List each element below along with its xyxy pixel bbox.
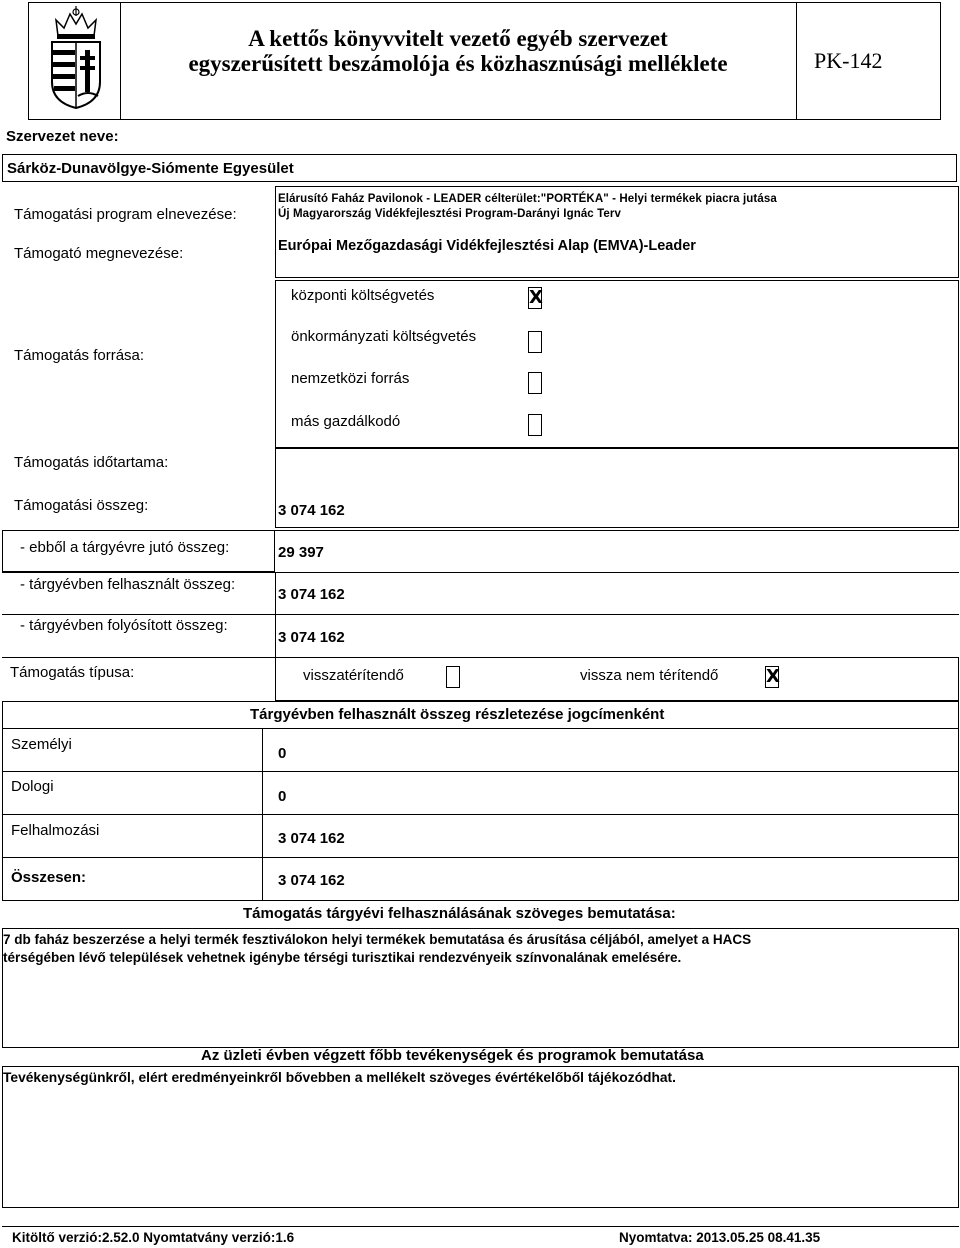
nonrefundable-checkbox[interactable]: X xyxy=(766,666,780,687)
source-option-label: önkormányzati költségvetés xyxy=(291,328,477,345)
activities-textarea xyxy=(2,1066,959,1208)
program-value-line1: Elárusító Faház Pavilonok - LEADER célterület:"PORTÉKA" - Helyi termékek piacra jutása xyxy=(278,193,777,205)
nonrefundable-label: vissza nem térítendő xyxy=(580,667,719,684)
total-amount-label: Támogatási összeg: xyxy=(14,497,149,514)
breakdown-frame xyxy=(2,701,959,901)
form-title xyxy=(122,26,794,76)
rule xyxy=(262,728,263,901)
program-label: Támogatási program elnevezése: xyxy=(14,206,237,223)
year-amount-value: 29 397 xyxy=(278,544,324,561)
breakdown-row-label: Dologi xyxy=(11,778,54,795)
source-option-label: nemzetközi forrás xyxy=(291,370,410,387)
refundable-label: visszatérítendő xyxy=(303,667,404,684)
total-amount-value: 3 074 162 xyxy=(278,502,345,519)
refundable-checkbox[interactable] xyxy=(446,666,460,688)
used-amount-label: - tárgyévben felhasznált összeg: xyxy=(20,576,236,593)
paid-amount-label: - tárgyévben folyósított összeg: xyxy=(20,617,228,634)
duration-label: Támogatás időtartama: xyxy=(14,454,169,471)
source-checkbox-international[interactable] xyxy=(528,372,542,394)
rule xyxy=(2,728,959,729)
activities-heading: Az üzleti évben végzett főbb tevékenységek és programok bemutatása xyxy=(201,1047,704,1064)
org-name-label: Szervezet neve: xyxy=(6,128,119,145)
rule xyxy=(2,614,959,615)
supporter-label: Támogató megnevezése: xyxy=(14,245,184,262)
breakdown-row-value: 0 xyxy=(278,745,287,762)
footer-version: Kitöltő verzió:2.52.0 Nyomtatvány verzió:1.6 xyxy=(12,1230,295,1245)
usage-text-line2: térségében lévő települések vehetnek igénybe térségi turisztikai rendezvényeik színvonalának emelésére. xyxy=(3,950,682,965)
org-name-value: Sárköz-Dunavölgye-Siómente Egyesület xyxy=(7,160,294,177)
breakdown-row-value: 3 074 162 xyxy=(278,830,345,847)
type-label: Támogatás típusa: xyxy=(10,664,135,681)
usage-text-line1: 7 db faház beszerzése a helyi termék fesztiválokon helyi termékek bemutatása és árusítása céljából, amelyet a HACS xyxy=(3,932,752,947)
usage-heading: Támogatás tárgyévi felhasználásának szöveges bemutatása: xyxy=(243,905,676,922)
rule xyxy=(2,814,959,815)
footer-printed: Nyomtatva: 2013.05.25 08.41.35 xyxy=(619,1230,821,1245)
paid-amount-value: 3 074 162 xyxy=(278,629,345,646)
source-checkbox-municipal[interactable] xyxy=(528,331,542,353)
coat-of-arms-icon xyxy=(44,6,108,110)
breakdown-heading: Tárgyévben felhasznált összeg részletezése jogcímenként xyxy=(250,706,665,723)
form-code: PK-142 xyxy=(814,48,883,73)
source-label: Támogatás forrása: xyxy=(14,347,145,364)
rule xyxy=(2,572,959,573)
breakdown-total-value: 3 074 162 xyxy=(278,872,345,889)
header-divider-right xyxy=(796,2,797,120)
breakdown-row-label: Felhalmozási xyxy=(11,822,100,839)
rule xyxy=(2,771,959,772)
breakdown-row-value: 0 xyxy=(278,788,287,805)
program-value-line2: Új Magyarország Vidékfejlesztési Program-Darányi Ignác Terv xyxy=(278,208,621,220)
breakdown-row-label: Személyi xyxy=(11,736,72,753)
breakdown-total-label: Összesen: xyxy=(11,869,87,886)
source-option-label: központi költségvetés xyxy=(291,287,435,304)
year-amount-label: - ebből a tárgyévre jutó összeg: xyxy=(20,539,230,556)
rule xyxy=(2,857,959,858)
activities-text: Tevékenységünkről, elért eredményeinkről bővebben a mellékelt szöveges évértékelőből tájékozódhat. xyxy=(3,1070,676,1085)
used-amount-value: 3 074 162 xyxy=(278,586,345,603)
source-option-label: más gazdálkodó xyxy=(291,413,401,430)
form-title-line2: egyszerűsített beszámolója és közhasznúsági melléklete xyxy=(188,51,728,76)
header-divider-left xyxy=(120,2,121,120)
rule xyxy=(275,530,959,531)
rule xyxy=(275,572,276,658)
duration-field xyxy=(275,448,959,528)
source-checkbox-other-business[interactable] xyxy=(528,414,542,436)
supporter-value: Európai Mezőgazdasági Vidékfejlesztési Alap (EMVA)-Leader xyxy=(278,238,696,254)
form-title-line1: A kettős könyvvitelt vezető egyéb szervezet xyxy=(248,26,668,51)
source-checkbox-central[interactable]: X xyxy=(529,287,543,308)
usage-text xyxy=(3,931,957,967)
